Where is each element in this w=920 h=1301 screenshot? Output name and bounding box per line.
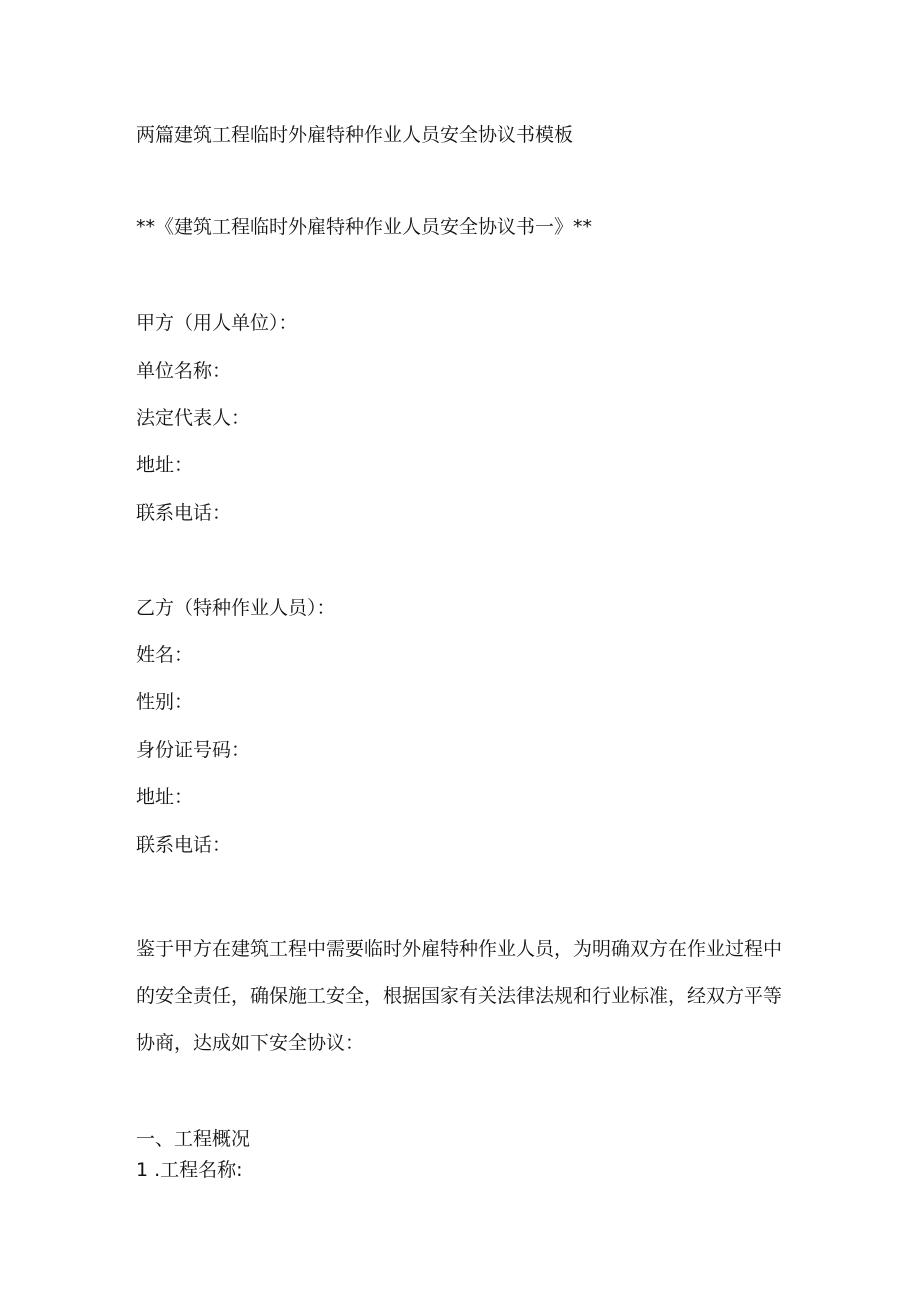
party-a-address: 地址： — [136, 454, 194, 476]
party-b-heading: 乙方（特种作业人员）： — [136, 597, 336, 619]
party-b-phone: 联系电话： — [136, 834, 232, 856]
party-b-gender: 性别： — [136, 691, 194, 713]
party-b-name: 姓名： — [136, 644, 194, 666]
agreement-subtitle: **《建筑工程临时外雇特种作业人员安全协议书一》** — [136, 216, 593, 238]
section-1-item-1: 1 .工程名称: — [136, 1159, 243, 1181]
preamble-paragraph: 鉴于甲方在建筑工程中需要临时外雇特种作业人员，为明确双方在作业过程中的安全责任，确保施工安全，根据国家有关法律法规和行业标准，经双方平等协商，达成如下安全协议： — [136, 938, 783, 1054]
section-1-heading: 一、工程概况 — [136, 1128, 251, 1150]
party-b-id-number: 身份证号码： — [136, 739, 251, 761]
party-a-unit-name: 单位名称： — [136, 360, 232, 382]
party-a-phone: 联系电话： — [136, 502, 232, 524]
party-b-address: 地址： — [136, 786, 194, 808]
party-a-legal-rep: 法定代表人： — [136, 407, 251, 429]
party-a-heading: 甲方（用人单位）： — [136, 312, 298, 334]
document-title: 两篇建筑工程临时外雇特种作业人员安全协议书模板 — [136, 124, 574, 146]
